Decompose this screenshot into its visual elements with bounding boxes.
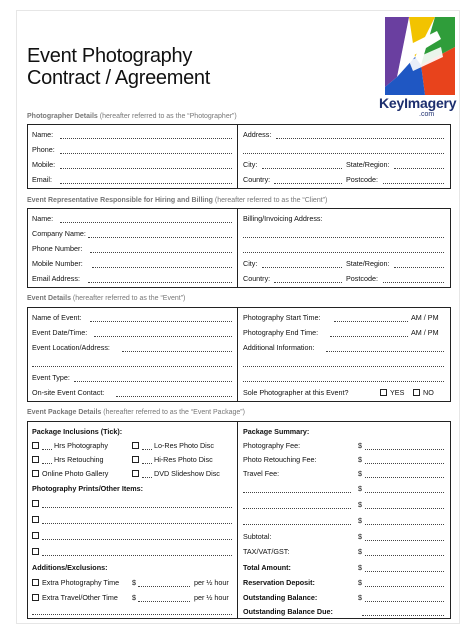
- client-billing-field[interactable]: [243, 237, 444, 238]
- client-country-label: Country:: [243, 274, 271, 283]
- outstanding-dollar: $: [358, 593, 362, 602]
- client-phone-field[interactable]: [90, 252, 232, 253]
- client-company-field[interactable]: [88, 237, 232, 238]
- logo-domain: .com: [419, 111, 435, 118]
- photographer-postcode-label: Postcode:: [346, 175, 378, 184]
- dvd-label: DVD Slideshow Disc: [154, 469, 220, 478]
- event-start-ampm[interactable]: AM / PM: [411, 313, 439, 322]
- photographer-state-label: State/Region:: [346, 160, 390, 169]
- contract-page: [16, 10, 460, 624]
- hrs-photography-field[interactable]: [42, 449, 52, 450]
- package-section-title: Event Package Details (hereafter referred to as the “Event Package”): [27, 409, 245, 416]
- client-state-field[interactable]: [394, 267, 444, 268]
- event-contact-field[interactable]: [116, 396, 232, 397]
- event-sole-label: Sole Photographer at this Event?: [243, 388, 349, 397]
- online-gallery-item[interactable]: Online Photo Gallery: [32, 469, 108, 478]
- keyimagery-logo: [377, 17, 457, 127]
- subtotal-dollar: $: [358, 532, 362, 541]
- hires-checkbox[interactable]: [132, 456, 139, 463]
- print-3-checkbox[interactable]: [32, 532, 39, 539]
- outstanding-field[interactable]: [365, 601, 444, 602]
- additions-field[interactable]: [32, 614, 232, 615]
- additions-heading: Additions/Exclusions:: [32, 563, 108, 572]
- event-datetime-label: Event Date/Time:: [32, 328, 88, 337]
- total-field[interactable]: [365, 571, 444, 572]
- outstanding-label: Outstanding Balance:: [243, 593, 318, 602]
- event-additional-label: Additional Information:: [243, 343, 315, 352]
- extra-fee-3-dollar: $: [358, 516, 362, 525]
- tax-field[interactable]: [365, 555, 444, 556]
- photographer-email-field[interactable]: [60, 183, 232, 184]
- client-email-field[interactable]: [88, 282, 232, 283]
- dvd-checkbox[interactable]: [132, 470, 139, 477]
- title-line-1: Event Photography: [27, 45, 193, 67]
- client-email-label: Email Address:: [32, 274, 80, 283]
- no-checkbox[interactable]: [413, 389, 420, 396]
- photographer-mobile-field[interactable]: [60, 168, 232, 169]
- summary-heading: Package Summary:: [243, 427, 310, 436]
- hires-item[interactable]: [132, 455, 142, 464]
- client-mobile-field[interactable]: [92, 267, 232, 268]
- page-title: [27, 45, 210, 89]
- total-dollar: $: [358, 563, 362, 572]
- dvd-field[interactable]: [142, 477, 152, 478]
- client-billing-label: Billing/Invoicing Address:: [243, 214, 323, 223]
- event-additional-field-3[interactable]: [243, 381, 444, 382]
- client-company-label: Company Name:: [32, 229, 86, 238]
- retouch-fee-field[interactable]: [365, 463, 444, 464]
- hrs-photography-label: Hrs Photography: [54, 441, 108, 450]
- photographer-phone-field[interactable]: [60, 153, 232, 154]
- photographer-address-field[interactable]: [276, 138, 444, 139]
- logo-brand: KeyImagery: [379, 95, 457, 111]
- yes-checkbox[interactable]: [380, 389, 387, 396]
- event-name-label: Name of Event:: [32, 313, 82, 322]
- client-state-label: State/Region:: [346, 259, 390, 268]
- event-sole-yes[interactable]: YES: [380, 388, 404, 397]
- photographer-mobile-label: Mobile:: [32, 160, 56, 169]
- hrs-retouching-label: Hrs Retouching: [54, 455, 104, 464]
- client-box: [27, 208, 451, 288]
- event-additional-field[interactable]: [326, 351, 444, 352]
- event-location-label: Event Location/Address:: [32, 343, 110, 352]
- extra-fee-3-name[interactable]: [243, 524, 351, 525]
- hrs-retouching-field[interactable]: [42, 463, 52, 464]
- hrs-retouching-item[interactable]: [32, 455, 42, 464]
- lores-item[interactable]: [132, 441, 142, 450]
- print-1-checkbox[interactable]: [32, 500, 39, 507]
- extra-fee-3-field[interactable]: [365, 524, 444, 525]
- extra-travel-checkbox[interactable]: [32, 594, 39, 601]
- package-box: [27, 421, 451, 619]
- photographer-address-field-2[interactable]: [243, 153, 444, 154]
- dvd-item[interactable]: [132, 469, 142, 478]
- photographer-section-title: Photographer Details (hereafter referred to as the “Photographer”): [27, 113, 237, 120]
- event-datetime-field[interactable]: [94, 336, 232, 337]
- event-start-field[interactable]: [334, 321, 408, 322]
- title-line-2: Contract / Agreement: [27, 67, 210, 89]
- online-gallery-checkbox[interactable]: [32, 470, 39, 477]
- print-4-checkbox[interactable]: [32, 548, 39, 555]
- event-type-label: Event Type:: [32, 373, 70, 382]
- hrs-photography-checkbox[interactable]: [32, 442, 39, 449]
- extra-photo-field[interactable]: [138, 586, 190, 587]
- deposit-field[interactable]: [365, 586, 444, 587]
- extra-fee-2-name[interactable]: [243, 508, 351, 509]
- logo-mark-icon: [385, 17, 455, 95]
- event-start-label: Photography Start Time:: [243, 313, 321, 322]
- client-postcode-field[interactable]: [383, 282, 444, 283]
- client-section-title: Event Representative Responsible for Hiring and Billing (hereafter referred to as the “Client”): [27, 197, 328, 204]
- subtotal-label: Subtotal:: [243, 532, 272, 541]
- extra-photo-dollar: $: [132, 578, 136, 587]
- event-type-field[interactable]: [74, 381, 232, 382]
- hrs-retouching-checkbox[interactable]: [32, 456, 39, 463]
- extra-travel-item[interactable]: Extra Travel/Other Time: [32, 593, 118, 602]
- event-end-field[interactable]: [330, 336, 408, 337]
- client-country-field[interactable]: [274, 282, 342, 283]
- extra-photo-rate: per ½ hour: [194, 578, 229, 587]
- due-field[interactable]: [362, 615, 444, 616]
- photographer-address-label: Address:: [243, 130, 272, 139]
- event-end-ampm[interactable]: AM / PM: [411, 328, 439, 337]
- photographer-country-label: Country:: [243, 175, 271, 184]
- extra-photo-checkbox[interactable]: [32, 579, 39, 586]
- event-section-title: Event Details (hereafter referred to as the “Event”): [27, 295, 186, 302]
- client-mobile-label: Mobile Number:: [32, 259, 83, 268]
- event-end-label: Photography End Time:: [243, 328, 319, 337]
- extra-fee-2-field[interactable]: [365, 508, 444, 509]
- photo-fee-dollar: $: [358, 441, 362, 450]
- print-2-checkbox[interactable]: [32, 516, 39, 523]
- extra-fee-2-dollar: $: [358, 500, 362, 509]
- lores-field[interactable]: [142, 449, 152, 450]
- event-name-field[interactable]: [90, 321, 232, 322]
- print-item-4[interactable]: [32, 547, 42, 556]
- tax-dollar: $: [358, 547, 362, 556]
- extra-travel-field[interactable]: [138, 601, 190, 602]
- event-location-field[interactable]: [122, 351, 232, 352]
- print-item-3[interactable]: [32, 531, 42, 540]
- print-4-field[interactable]: [42, 555, 232, 556]
- retouch-fee-label: Photo Retouching Fee:: [243, 455, 317, 464]
- inclusions-heading: Package Inclusions (Tick):: [32, 427, 123, 436]
- photo-fee-field[interactable]: [365, 449, 444, 450]
- event-contact-label: On-site Event Contact:: [32, 388, 105, 397]
- hires-label: Hi-Res Photo Disc: [154, 455, 213, 464]
- travel-fee-field[interactable]: [365, 477, 444, 478]
- prints-heading: Photography Prints/Other Items:: [32, 484, 144, 493]
- client-name-field[interactable]: [60, 222, 232, 223]
- print-3-field[interactable]: [42, 539, 232, 540]
- photographer-box: [27, 124, 451, 189]
- extra-fee-1-name[interactable]: [243, 492, 351, 493]
- lores-label: Lo-Res Photo Disc: [154, 441, 214, 450]
- event-box: [27, 307, 451, 402]
- photographer-state-field[interactable]: [394, 168, 444, 169]
- extra-travel-rate: per ½ hour: [194, 593, 229, 602]
- print-item-1[interactable]: [32, 499, 42, 508]
- client-city-field[interactable]: [262, 267, 342, 268]
- print-item-2[interactable]: [32, 515, 42, 524]
- photographer-name-field[interactable]: [60, 138, 232, 139]
- print-1-field[interactable]: [42, 507, 232, 508]
- travel-fee-dollar: $: [358, 469, 362, 478]
- deposit-label: Reservation Deposit:: [243, 578, 315, 587]
- retouch-fee-dollar: $: [358, 455, 362, 464]
- client-phone-label: Phone Number:: [32, 244, 83, 253]
- photographer-phone-label: Phone:: [32, 145, 55, 154]
- photographer-country-field[interactable]: [274, 183, 342, 184]
- hires-field[interactable]: [142, 463, 152, 464]
- subtotal-field[interactable]: [365, 540, 444, 541]
- client-city-label: City:: [243, 259, 258, 268]
- extra-fee-1-dollar: $: [358, 484, 362, 493]
- client-name-label: Name:: [32, 214, 54, 223]
- due-label: Outstanding Balance Due:: [243, 607, 333, 616]
- event-location-field-2[interactable]: [32, 366, 232, 367]
- photographer-city-label: City:: [243, 160, 258, 169]
- photo-fee-label: Photography Fee:: [243, 441, 301, 450]
- lores-checkbox[interactable]: [132, 442, 139, 449]
- photographer-postcode-field[interactable]: [383, 183, 444, 184]
- extra-travel-dollar: $: [132, 593, 136, 602]
- client-postcode-label: Postcode:: [346, 274, 378, 283]
- deposit-dollar: $: [358, 578, 362, 587]
- event-sole-no[interactable]: NO: [413, 388, 434, 397]
- extra-fee-1-field[interactable]: [365, 492, 444, 493]
- total-label: Total Amount:: [243, 563, 291, 572]
- photographer-name-label: Name:: [32, 130, 54, 139]
- event-additional-field-2[interactable]: [243, 366, 444, 367]
- hrs-photography-item[interactable]: [32, 441, 42, 450]
- travel-fee-label: Travel Fee:: [243, 469, 280, 478]
- extra-photo-item[interactable]: Extra Photography Time: [32, 578, 119, 587]
- tax-label: TAX/VAT/GST:: [243, 547, 290, 556]
- photographer-email-label: Email:: [32, 175, 52, 184]
- client-billing-field-2[interactable]: [243, 252, 444, 253]
- print-2-field[interactable]: [42, 523, 232, 524]
- photographer-city-field[interactable]: [262, 168, 342, 169]
